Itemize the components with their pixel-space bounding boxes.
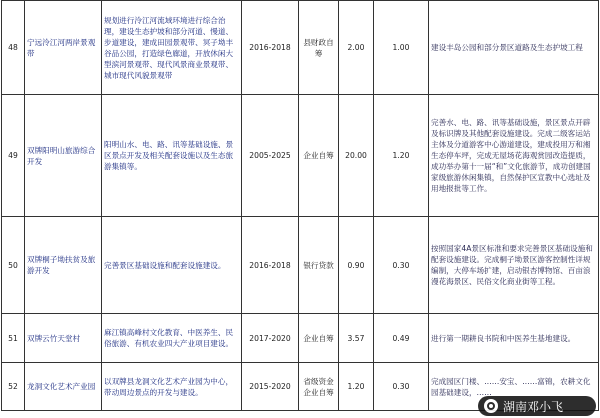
funding-source: 省级资金企业自筹 <box>299 363 339 411</box>
project-description: 阳明山水、电、路、讯等基础设施、景区景点开发及相关配套设施以及生态旅游集镇等。 <box>102 95 242 217</box>
table-row <box>2 95 599 217</box>
construction-content: 进行第一期耕良书院和中医养生基地建设。 <box>429 314 599 363</box>
completed-investment: 0.49 <box>374 314 429 363</box>
construction-content: 完善水、电、路、讯等基础设施，景区景点开辟及标识牌及其他配套设施建设。完成二级客运站主体及分道游客中心游道建设，建成投用万和湘生态停车坪，完成无屋场花海观赏园改造提质，成功举办第十一届“和”文化旅游节，成功创建国家级旅游休闲集镇，自然保护区宣教中心选址及用地报批等工作。 <box>429 95 599 217</box>
total-investment: 0.90 <box>339 217 374 314</box>
table-row <box>2 1 599 95</box>
project-description: 完善景区基础设施和配套设施建设。 <box>102 217 242 314</box>
project-years: 2016-2018 <box>242 217 299 314</box>
project-description: 规划进行泠江河流域环境进行综合治理，建设生态护坡和部分河道、慢道、步道建设，建成田园景观带、冥子坳丰谷品公园，打造绿色廊道，开放休闲大型滨河景观带、现代风景商业景观带、城市现代风貌景观带 <box>102 1 242 95</box>
project-years: 2016-2018 <box>242 1 299 95</box>
total-investment: 1.20 <box>339 363 374 411</box>
watermark-text: 湖南邓小飞 <box>503 399 564 414</box>
construction-content: 完成园区门楼、……安宝、……富锦，农耕文化园基础建设，…… <box>429 363 599 411</box>
row-number: 51 <box>2 314 25 363</box>
project-years: 2005-2025 <box>242 95 299 217</box>
row-number: 52 <box>2 363 25 411</box>
construction-content: 建设丰岛公园和部分景区道路及生态护坡工程 <box>429 1 599 95</box>
total-investment: 20.00 <box>339 95 374 217</box>
project-name: 双牌阳明山旅游综合开发 <box>25 95 102 217</box>
funding-source: 县财政自筹 <box>299 1 339 95</box>
funding-source: 银行贷款 <box>299 217 339 314</box>
project-description: 麻江镇高峰村文化教育、中医养生、民俗旅游、有机农业四大产业项目建设。 <box>102 314 242 363</box>
project-years: 2015-2020 <box>242 363 299 411</box>
row-number: 48 <box>2 1 25 95</box>
table-row <box>2 217 599 314</box>
table-row <box>2 314 599 363</box>
total-investment: 3.57 <box>339 314 374 363</box>
project-name: 双牌桐子坳扶贫及旅游开发 <box>25 217 102 314</box>
watermark-logo-icon <box>484 399 498 413</box>
completed-investment: 1.00 <box>374 1 429 95</box>
project-years: 2017-2020 <box>242 314 299 363</box>
watermark-badge <box>478 396 596 416</box>
project-name: 龙洞文化艺术产业园 <box>25 363 102 411</box>
completed-investment: 0.30 <box>374 363 429 411</box>
project-description: 以双牌县龙洞文化艺术产业园为中心，带动周边景点的开发与建设。 <box>102 363 242 411</box>
funding-source: 企业自筹 <box>299 95 339 217</box>
project-name: 宁远泠江河两岸景观带 <box>25 1 102 95</box>
funding-source: 企业自筹 <box>299 314 339 363</box>
project-table <box>1 0 599 411</box>
row-number: 49 <box>2 95 25 217</box>
row-number: 50 <box>2 217 25 314</box>
project-name: 双牌云竹天堂村 <box>25 314 102 363</box>
construction-content: 按照国家4A景区标准和要求完善景区基础设施和配套设施建设。完成桐子坳景区游客控制性详规编制，大停车场扩建，启动银杏博物馆、百亩浪漫花海景区、民俗文化商业街等工程。 <box>429 217 599 314</box>
completed-investment: 1.20 <box>374 95 429 217</box>
completed-investment: 0.30 <box>374 217 429 314</box>
total-investment: 2.00 <box>339 1 374 95</box>
